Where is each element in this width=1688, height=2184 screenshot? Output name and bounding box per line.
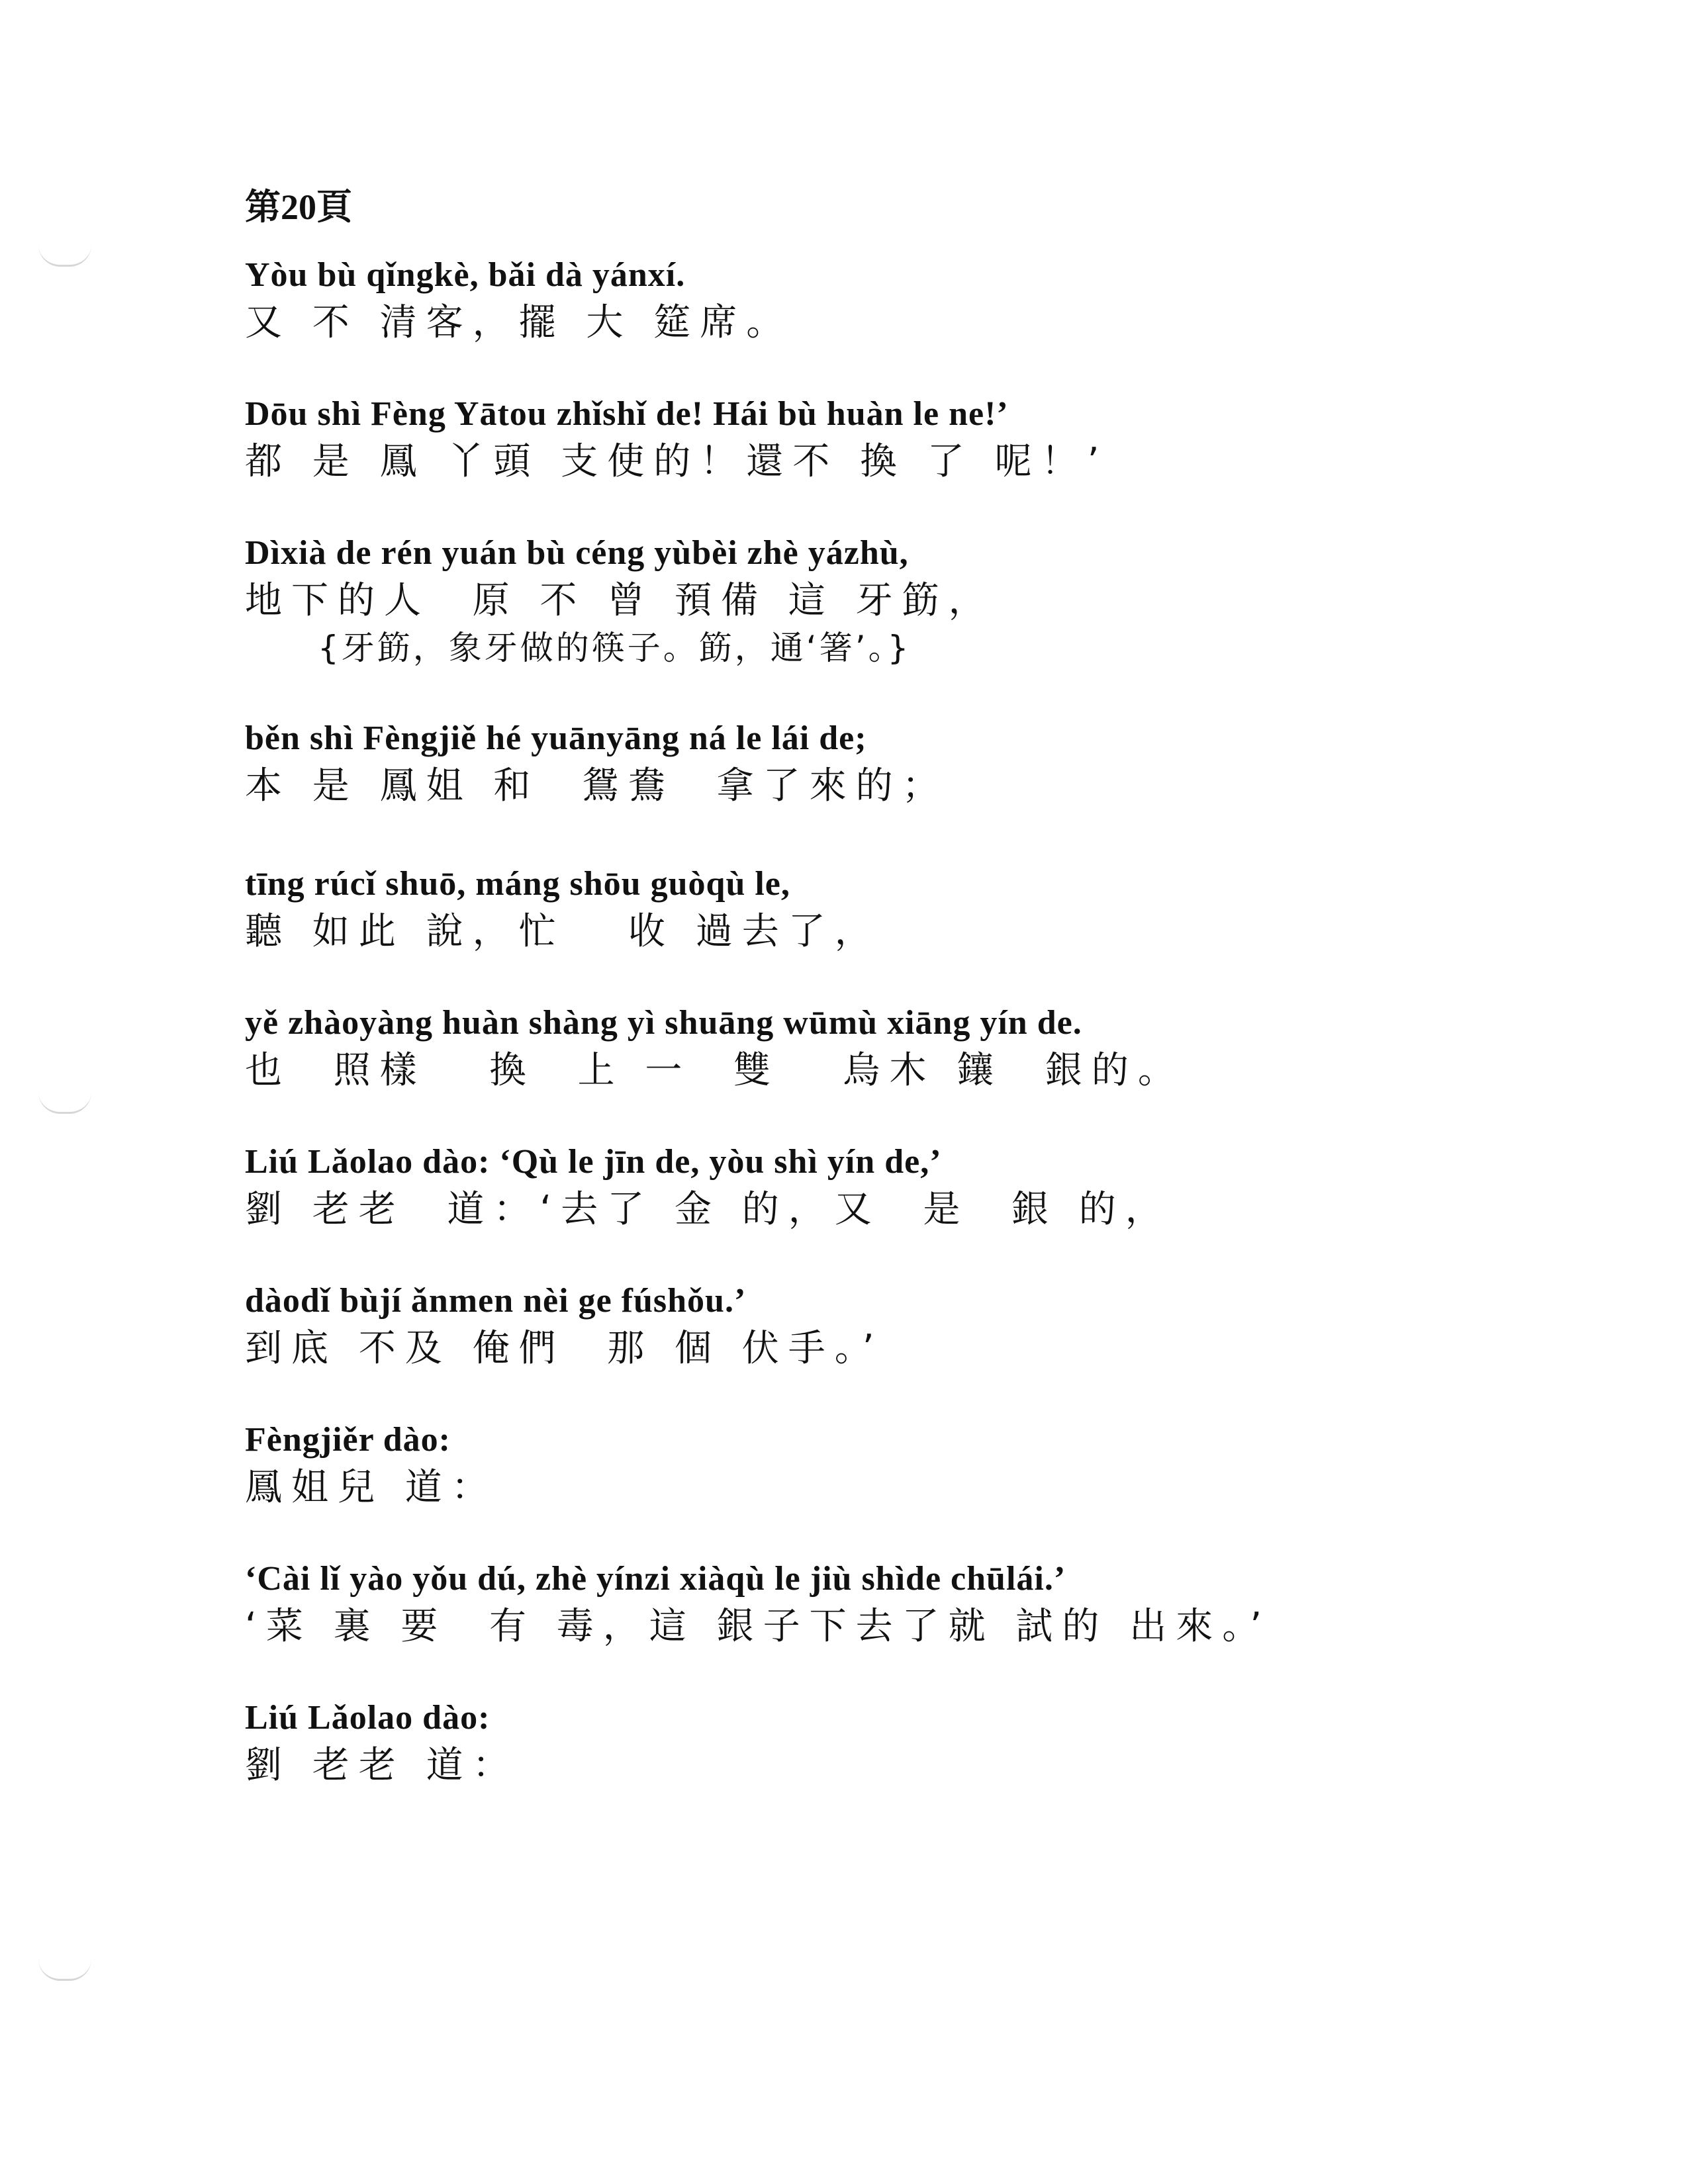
pinyin-line: Dìxià de rén yuán bù céng yùbèi zhè yázhù, [245, 534, 909, 572]
hanzi-line: 地下的人 原 不 曾 預備 這 牙筯， [245, 579, 995, 622]
scan-mark [38, 1092, 91, 1114]
hanzi-line: 到底 不及 俺們 那 個 伏手。’ [245, 1327, 884, 1370]
scan-mark [38, 1959, 91, 1981]
hanzi-line: 鳳姐兒 道： [245, 1466, 498, 1509]
stanza [245, 1694, 1503, 1790]
stanza [245, 1277, 1503, 1373]
stanza [245, 999, 1503, 1095]
page-number-heading: 第20頁 [245, 187, 352, 227]
hanzi-line: 劉 老老 道： [245, 1744, 519, 1787]
stanza [245, 715, 1503, 810]
pinyin-line: Yòu bù qǐngkè, bǎi dà yánxí. [245, 256, 686, 294]
hanzi-line: ‘菜 裏 要 有 毒，這 銀子下去了就 試的 出來。’ [245, 1605, 1272, 1648]
footnote-line: {牙筯，象牙做的筷子。筯，通‘箸’。} [318, 629, 912, 667]
hanzi-line: 本 是 鳳姐 和 鴛鴦 拿了來的； [245, 764, 949, 807]
hanzi-line: 又 不 清客，擺 大 筵席。 [245, 301, 793, 344]
pinyin-line: dàodǐ bùjí ǎnmen nèi ge fúshǒu.’ [245, 1282, 747, 1320]
hanzi-line: 劉 老老 道：‘去了 金 的，又 是 銀 的， [245, 1188, 1172, 1231]
pinyin-line: tīng rúcǐ shuō, máng shōu guòqù le, [245, 865, 790, 903]
stanza [245, 390, 1503, 486]
stanza [245, 529, 1503, 671]
pinyin-line: yě zhàoyàng huàn shàng yì shuāng wūmù xiāng yín de. [245, 1004, 1082, 1042]
stanza [245, 1416, 1503, 1512]
hanzi-line: 都 是 鳳 丫頭 支使的！還不 換 了 呢！’ [245, 440, 1109, 483]
stanza [245, 1555, 1503, 1651]
scan-mark [38, 245, 91, 267]
pinyin-line: Fèngjiěr dào: [245, 1421, 451, 1459]
hanzi-line: 也 照樣 換 上 一 雙 烏木 鑲 銀的。 [245, 1049, 1184, 1092]
stanza [245, 251, 1503, 347]
pinyin-line: Liú Lǎolao dào: [245, 1699, 491, 1737]
pinyin-line: Dōu shì Fèng Yātou zhǐshǐ de! Hái bù huàn le ne!’ [245, 395, 1009, 433]
hanzi-line: 聽 如此 說，忙 收 過去了， [245, 910, 881, 953]
pinyin-line: ‘Cài lǐ yào yǒu dú, zhè yínzi xiàqù le jiù shìde chūlái.’ [245, 1560, 1066, 1598]
pinyin-line: Liú Lǎolao dào: ‘Qù le jīn de, yòu shì yín de,’ [245, 1143, 942, 1181]
stanza [245, 860, 1503, 956]
stanza [245, 1138, 1503, 1234]
pinyin-line: běn shì Fèngjiě hé yuānyāng ná le lái de; [245, 719, 867, 757]
